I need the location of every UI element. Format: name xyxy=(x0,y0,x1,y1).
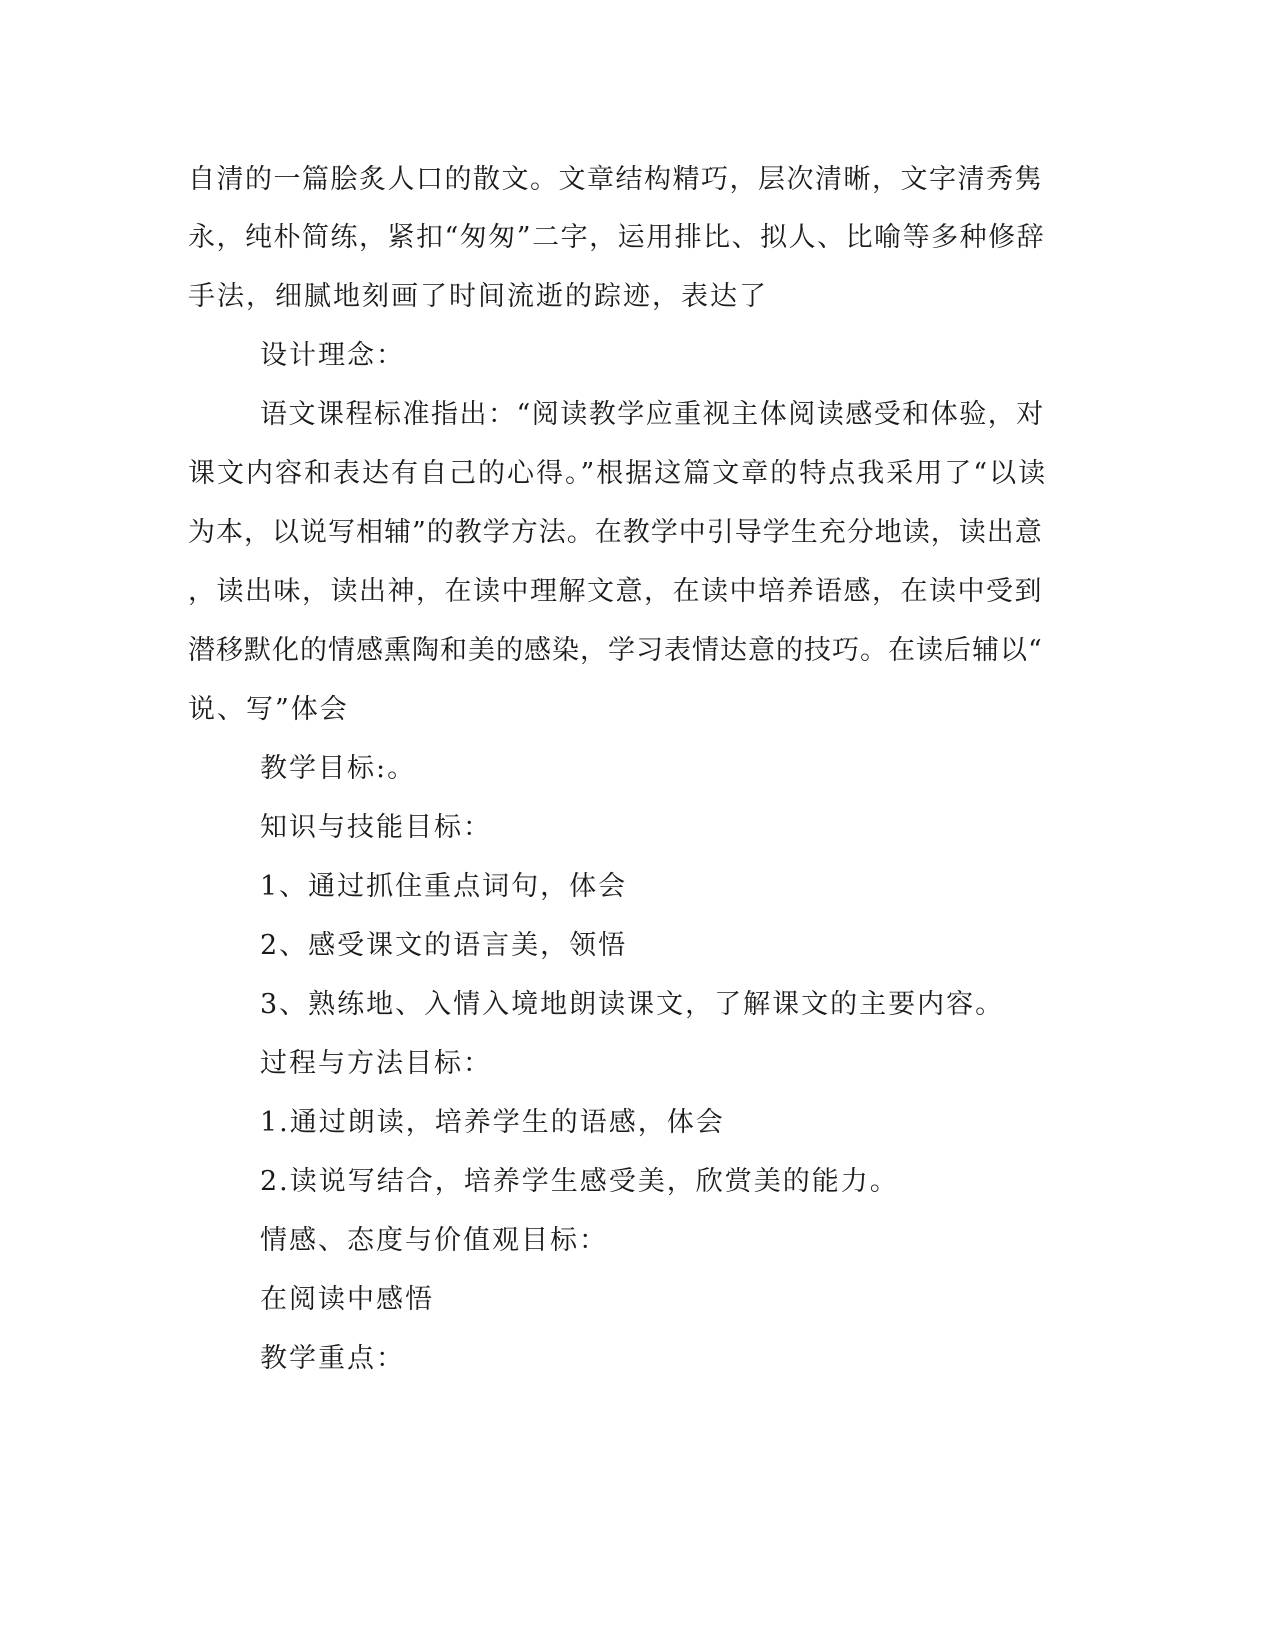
list-item: 2、感受课文的语言美，领悟 xyxy=(260,930,628,961)
section-heading: 情感、态度与价值观目标： xyxy=(260,1225,608,1256)
text-line: 在阅读中感悟 xyxy=(260,1284,434,1315)
text-line: 课文内容和表达有自己的心得。”根据这篇文章的特点我采用了“以读 xyxy=(188,458,1048,489)
text-line: 潜移默化的情感熏陶和美的感染，学习表情达意的技巧。在读后辅以“ xyxy=(188,635,1043,666)
text-line: 语文课程标准指出：“阅读教学应重视主体阅读感受和体验，对 xyxy=(260,399,1045,430)
section-heading: 教学目标:。 xyxy=(260,753,417,784)
text-line: ，读出味，读出神，在读中理解文意，在读中培养语感，在读中受到 xyxy=(188,576,1043,607)
section-heading: 设计理念： xyxy=(260,340,405,371)
list-item: 2.读说写结合，培养学生感受美，欣赏美的能力。 xyxy=(260,1166,899,1197)
section-heading: 知识与技能目标： xyxy=(260,812,492,843)
section-heading: 教学重点： xyxy=(260,1343,405,1374)
list-item: 3、熟练地、入情入境地朗读课文，了解课文的主要内容。 xyxy=(260,989,1005,1020)
text-line: 永，纯朴简练，紧扣“匆匆”二字，运用排比、拟人、比喻等多种修辞 xyxy=(188,222,1046,253)
text-line: 手法，细腻地刻画了时间流逝的踪迹，表达了 xyxy=(188,281,768,312)
text-line: 自清的一篇脍炙人口的散文。文章结构精巧，层次清晰，文字清秀隽 xyxy=(188,164,1043,195)
section-heading: 过程与方法目标： xyxy=(260,1048,492,1079)
text-line: 为本，以说写相辅”的教学方法。在教学中引导学生充分地读，读出意 xyxy=(188,517,1043,548)
text-line: 说、写”体会 xyxy=(188,694,349,725)
list-item: 1.通过朗读，培养学生的语感，体会 xyxy=(260,1107,725,1138)
list-item: 1、通过抓住重点词句，体会 xyxy=(260,871,628,902)
